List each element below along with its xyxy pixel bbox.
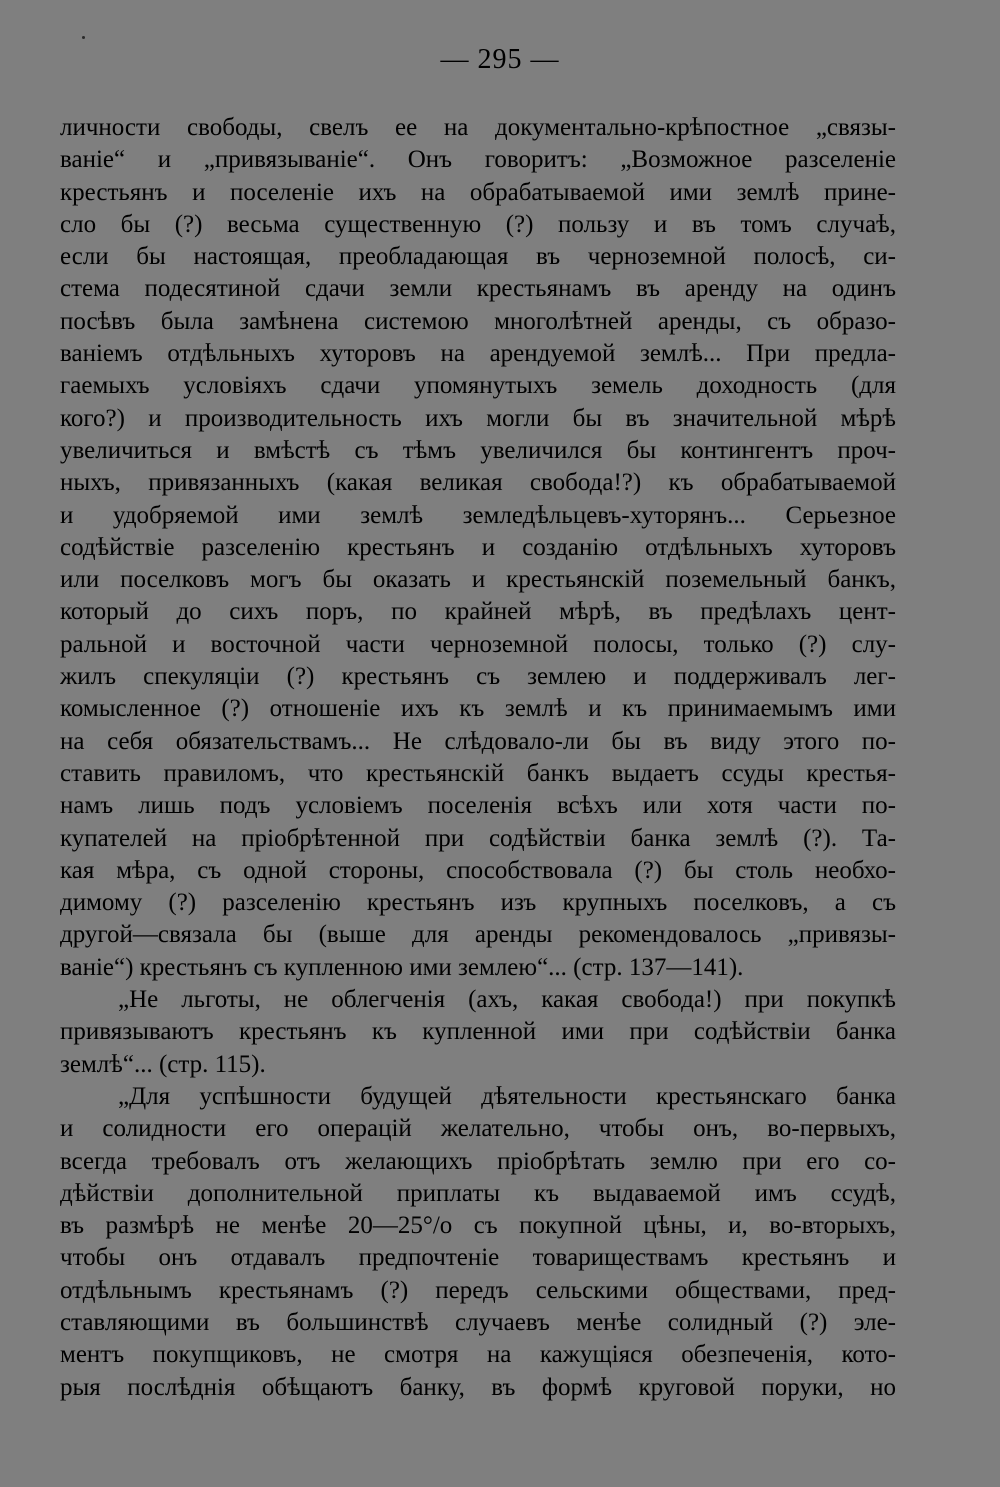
text-line: намъ лишь подъ условіемъ поселенія всѣхъ или хотя части по-: [60, 792, 896, 820]
text-line: ваніе“ и „привязываніе“. Онъ говоритъ: „Возможное разселеніе: [60, 146, 896, 174]
text-line: отдѣльнымъ крестьянамъ (?) передъ сельскими обществами, пред-: [60, 1276, 896, 1304]
text-line: привязываютъ крестьянъ къ купленной ими при содѣйствіи банка: [60, 1018, 896, 1046]
text-line: кого?) и производительность ихъ могли бы въ значительной мѣрѣ: [60, 404, 896, 432]
text-line: ставить правиломъ, что крестьянскій банкъ выдаетъ ссуды крестья-: [60, 759, 896, 787]
text-line: крестьянъ и поселеніе ихъ на обрабатываемой ими землѣ прине-: [60, 178, 896, 206]
text-line: рыя послѣднія обѣщаютъ банку, въ формѣ круговой поруки, но: [60, 1373, 896, 1401]
text-line: ставляющими въ большинствѣ случаевъ менѣе солидный (?) эле-: [60, 1308, 896, 1336]
text-line: въ размѣрѣ не менѣе 20—25°/о съ покупной цѣны, и, во-вторыхъ,: [60, 1212, 896, 1240]
text-line: и удобряемой ими землѣ земледѣльцевъ-хуторянъ... Серьезное: [60, 501, 896, 529]
text-line: ваніемъ отдѣльныхъ хуторовъ на арендуемой землѣ... При предла-: [60, 340, 896, 368]
text-line: „Не льготы, не облегченія (ахъ, какая свобода!) при покупкѣ: [118, 986, 896, 1014]
text-line: комысленное (?) отношеніе ихъ къ землѣ и къ принимаемымъ ими: [60, 695, 896, 723]
text-line: „Для успѣшности будущей дѣятельности крестьянскаго банка: [118, 1082, 896, 1110]
text-line: и солидности его операцій желательно, чтобы онъ, во-первыхъ,: [60, 1115, 896, 1143]
text-line: личности свободы, свелъ ее на документально-крѣпостное „связы-: [60, 114, 896, 141]
text-line: ныхъ, привязанныхъ (какая великая свобода!?) къ обрабатываемой: [60, 469, 896, 497]
text-line: стема подесятиной сдачи земли крестьянамъ въ аренду на одинъ: [60, 275, 896, 303]
text-line: если бы настоящая, преобладающая въ черноземной полосѣ, си-: [60, 243, 896, 271]
text-line: купателей на пріобрѣтенной при содѣйствіи банка землѣ (?). Та-: [60, 824, 896, 852]
text-line: кая мѣра, съ одной стороны, способствовала (?) бы столь необхо-: [60, 856, 896, 884]
text-line: гаемыхъ условіяхъ сдачи упомянутыхъ земель доходность (для: [60, 372, 896, 400]
text-line: увеличиться и вмѣстѣ съ тѣмъ увеличился бы контингентъ проч-: [60, 436, 896, 464]
text-line: чтобы онъ отдавалъ предпочтеніе товариществамъ крестьянъ и: [60, 1244, 896, 1272]
text-line: ральной и восточной части черноземной полосы, только (?) слу-: [60, 630, 896, 658]
text-line: дѣйствіи дополнительной приплаты къ выдаваемой имъ ссудѣ,: [60, 1179, 896, 1207]
text-line: сло бы (?) весьма существенную (?) пользу и въ томъ случаѣ,: [60, 210, 896, 238]
text-line: жилъ спекуляціи (?) крестьянъ съ землею и поддерживалъ лег-: [60, 663, 896, 691]
text-line: всегда требовалъ отъ желающихъ пріобрѣтать землю при его со-: [60, 1147, 896, 1175]
text-line: содѣйствіе разселенію крестьянъ и созданію отдѣльныхъ хуторовъ: [60, 533, 896, 561]
text-line: на себя обязательствамъ... Не слѣдовало-ли бы въ виду этого по-: [60, 727, 896, 755]
text-line: посѣвъ была замѣнена системою многолѣтней аренды, съ образо-: [60, 307, 896, 335]
text-line: другой—связала бы (выше для аренды рекомендовалось „привязы-: [60, 921, 896, 949]
text-line: ваніе“) крестьянъ съ купленною ими землею“... (стр. 137—141).: [60, 953, 744, 981]
text-line: землѣ“... (стр. 115).: [60, 1050, 266, 1078]
text-line: который до сихъ поръ, по крайней мѣрѣ, въ предѣлахъ цент-: [60, 598, 896, 626]
text-line: димому (?) разселенію крестьянъ изъ крупныхъ поселковъ, а съ: [60, 889, 896, 917]
text-line: или поселковъ могъ бы оказать и крестьянскій поземельный банкъ,: [60, 566, 896, 594]
page-number: — 295 —: [440, 44, 560, 75]
text-line: ментъ покупщиковъ, не смотря на кажущіяся обезпеченія, кото-: [60, 1341, 896, 1369]
body-text: [60, 112, 896, 1404]
scan-speck: [82, 36, 85, 39]
